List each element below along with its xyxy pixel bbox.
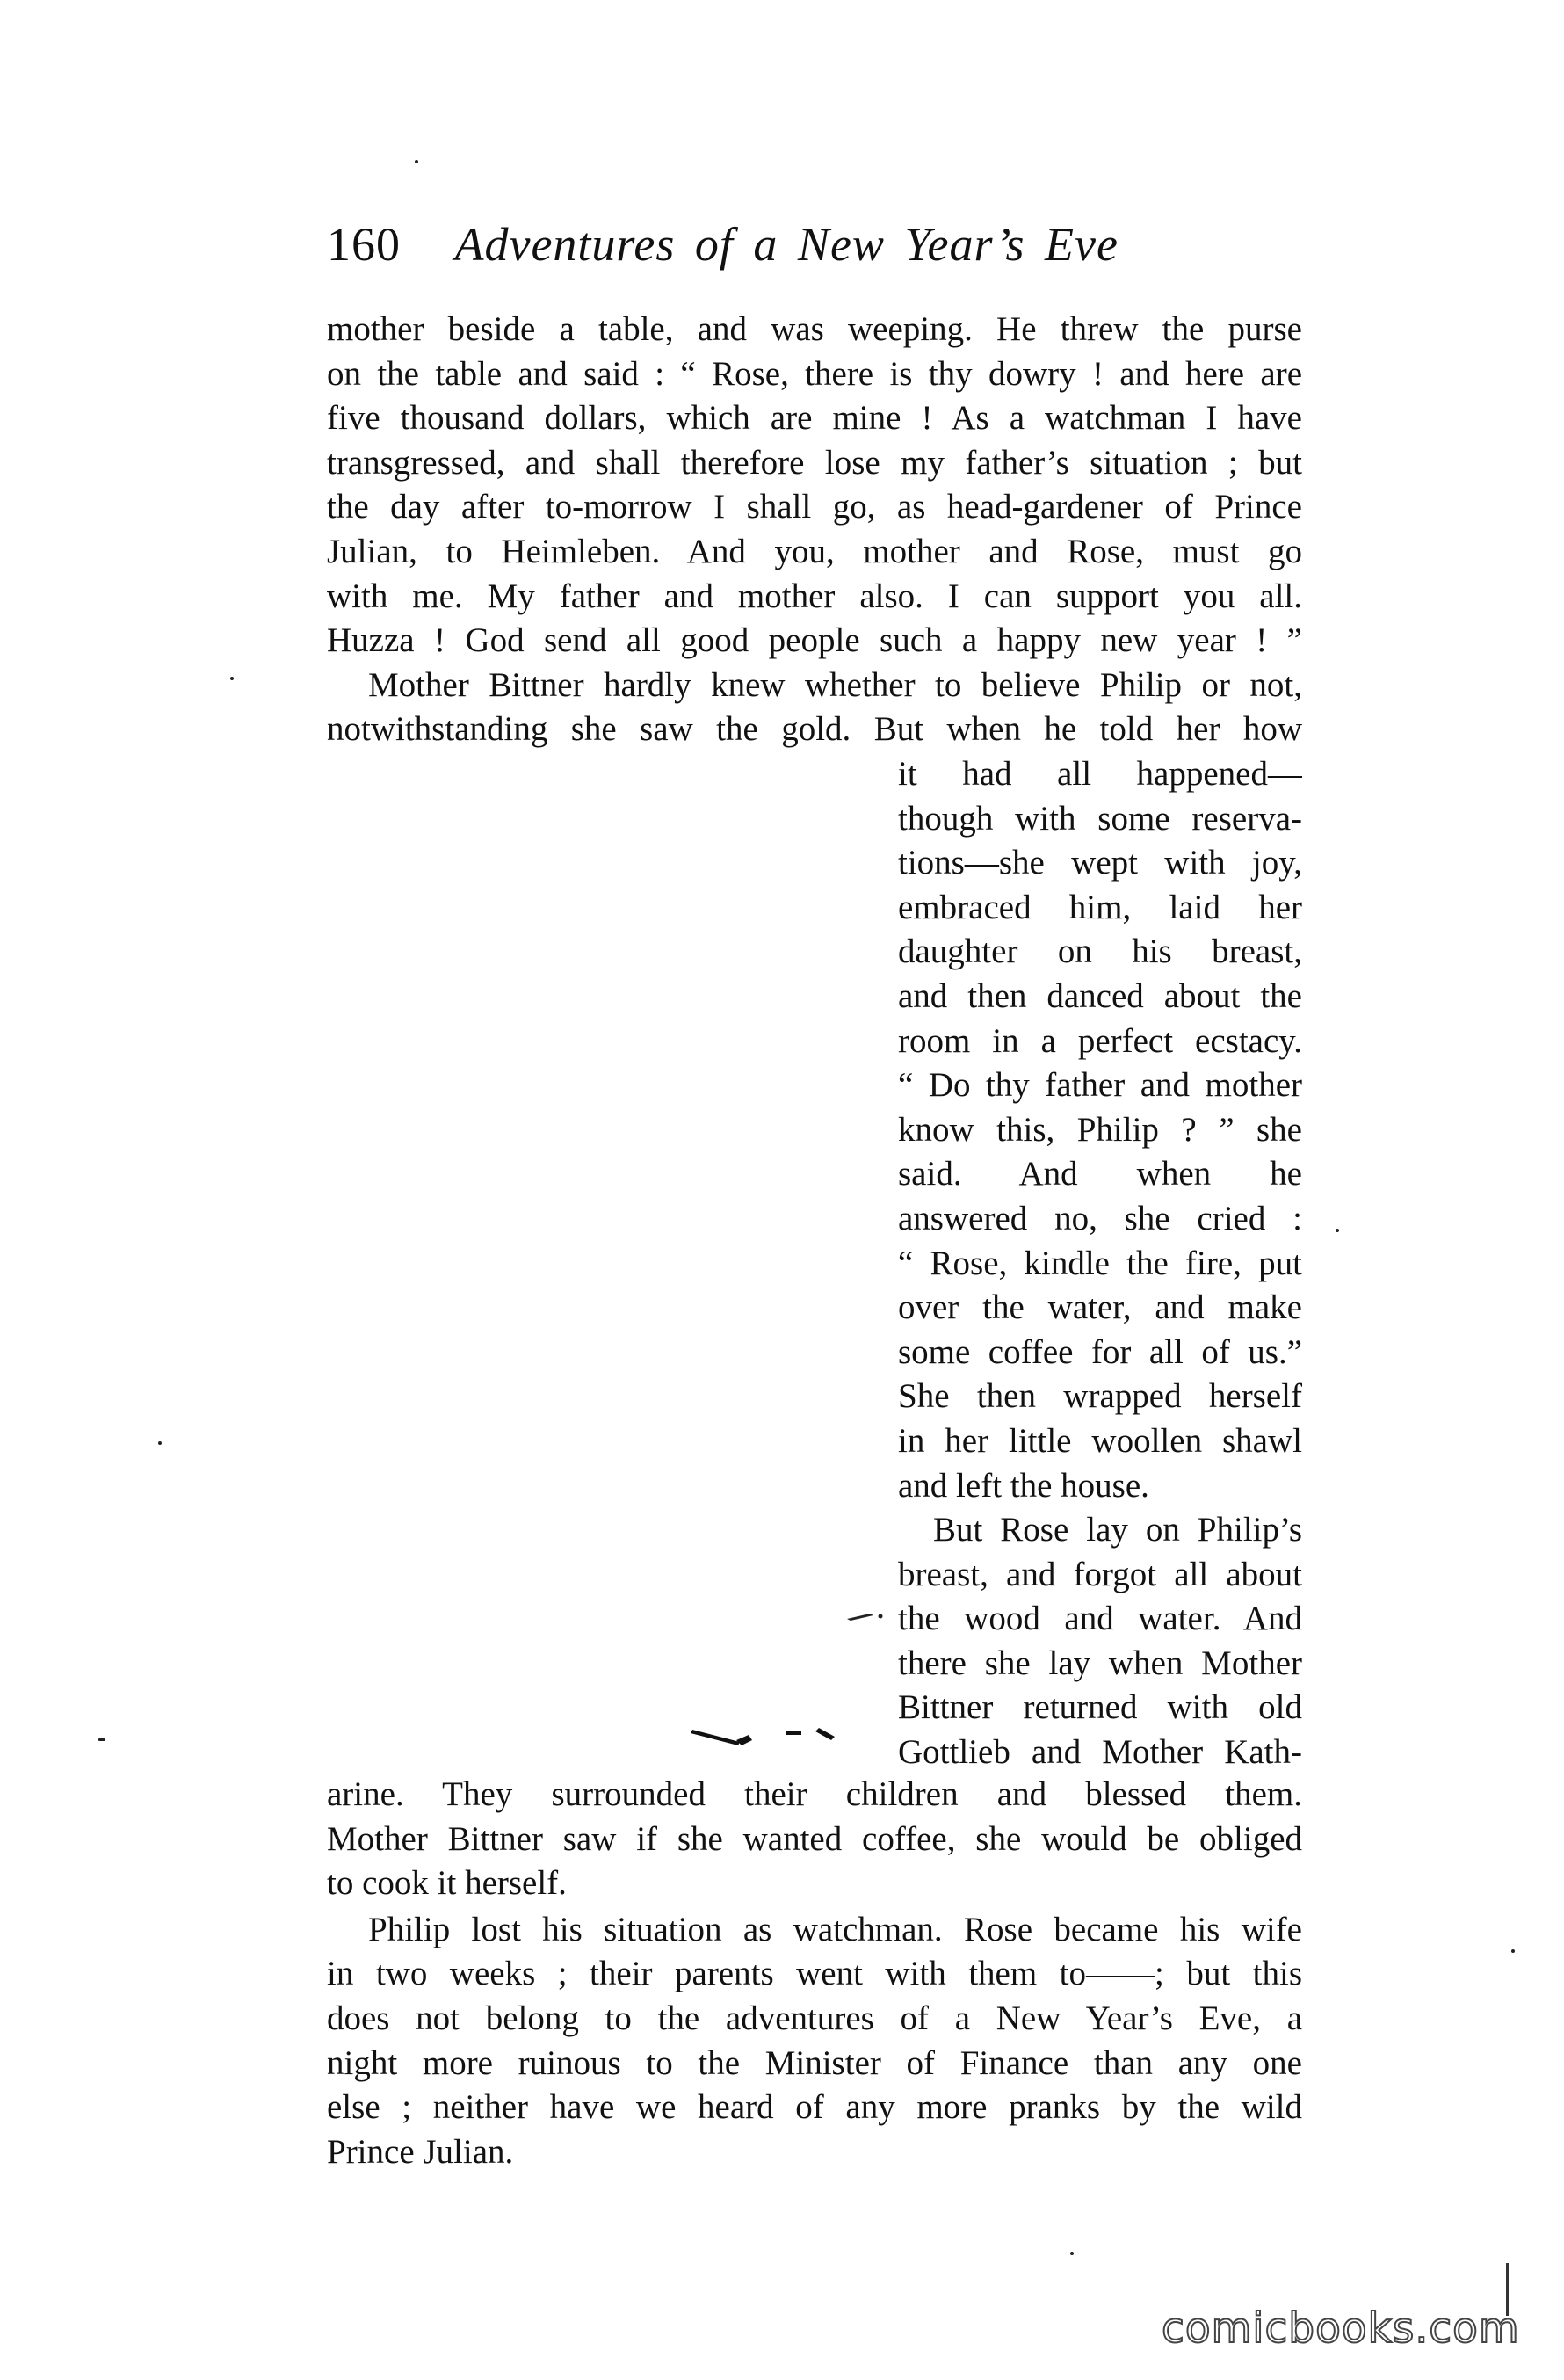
column-line: tions—she wept with joy, xyxy=(898,844,1302,882)
column-line: some coffee for all of us.” xyxy=(898,1332,1302,1371)
column-line: and then danced about the xyxy=(898,976,1302,1015)
column-line: Bittner returned with old xyxy=(898,1688,1302,1727)
text-line: five thousand dollars, which are mine ! As a watchman I have xyxy=(327,399,1302,438)
text-line: transgressed, and shall therefore lose my father’s situation ; but xyxy=(327,443,1302,482)
text-line: notwithstanding she saw the gold. But when he told her how xyxy=(327,710,1302,749)
column-line: the wood and water. And xyxy=(898,1600,1302,1638)
ink-mark xyxy=(844,1608,887,1626)
page-number: 160 xyxy=(327,218,401,271)
text-line: night more ruinous to the Minister of Finance than any one xyxy=(327,2043,1302,2082)
column-line: there she lay when Mother xyxy=(898,1644,1302,1682)
scan-speck xyxy=(230,677,234,680)
column-line: daughter on his breast, xyxy=(898,932,1302,971)
text-line: mother beside a table, and was weeping. He threw the purse xyxy=(327,310,1302,348)
column-line: though with some reserva- xyxy=(898,799,1302,838)
watermark-logo: comicbooks.com xyxy=(1162,2304,1520,2353)
column-line: in her little woollen shawl xyxy=(898,1421,1302,1460)
column-line: over the water, and make xyxy=(898,1288,1302,1327)
page-header xyxy=(327,209,1302,279)
scan-speck xyxy=(1511,1949,1515,1953)
text-line: Philip lost his situation as watchman. Rose became his wife xyxy=(368,1910,1302,1948)
text-line: in two weeks ; their parents went with them to——; but this xyxy=(327,1955,1302,1993)
column-line: it had all happened— xyxy=(898,755,1302,793)
top-text-block xyxy=(327,308,1302,752)
running-title: Adventures of a New Year’s Eve xyxy=(454,218,1119,271)
scan-speck xyxy=(98,1738,105,1741)
text-line: to cook it herself. xyxy=(327,1864,567,1903)
text-line: the day after to-morrow I shall go, as head-gardener of Prince xyxy=(327,488,1302,526)
text-line: Mother Bittner hardly knew whether to believe Philip or not, xyxy=(368,665,1302,704)
text-line: with me. My father and mother also. I can support you all. xyxy=(327,577,1302,615)
bottom-text-block xyxy=(327,1773,1302,2174)
text-line: does not belong to the adventures of a New Year’s Eve, a xyxy=(327,1999,1302,2037)
column-line: said. And when he xyxy=(898,1155,1302,1194)
column-line: embraced him, laid her xyxy=(898,888,1302,926)
column-line: room in a perfect ecstacy. xyxy=(898,1021,1302,1060)
text-line: Julian, to Heimleben. And you, mother and Rose, must go xyxy=(327,532,1302,570)
text-line: else ; neither have we heard of any more pranks by the wild xyxy=(327,2088,1302,2127)
text-line: Prince Julian. xyxy=(327,2132,514,2171)
column-line: breast, and forgot all about xyxy=(898,1555,1302,1593)
text-line: arine. They surrounded their children and blessed them. xyxy=(327,1775,1302,1813)
scan-speck xyxy=(1070,2252,1074,2255)
scan-speck xyxy=(415,160,418,163)
text-line: Mother Bittner saw if she wanted coffee, she would be obliged xyxy=(327,1819,1302,1858)
column-line: “ Do thy father and mother xyxy=(898,1066,1302,1105)
right-column-text xyxy=(898,752,1302,1775)
column-line: But Rose lay on Philip’s xyxy=(933,1511,1302,1549)
column-line: She then wrapped herself xyxy=(898,1377,1302,1416)
scan-speck xyxy=(158,1441,162,1445)
ink-mark xyxy=(687,1723,854,1749)
text-line: Huzza ! God send all good people such a happy new year ! ” xyxy=(327,621,1302,660)
text-line: on the table and said : “ Rose, there is thy dowry ! and here are xyxy=(327,354,1302,393)
column-line: “ Rose, kindle the fire, put xyxy=(898,1244,1302,1282)
column-line: answered no, she cried : xyxy=(898,1199,1302,1237)
column-line: Gottlieb and Mother Kath- xyxy=(898,1733,1302,1772)
column-line: and left the house. xyxy=(898,1466,1149,1505)
column-line: know this, Philip ? ” she xyxy=(898,1110,1302,1149)
scan-speck xyxy=(1336,1229,1339,1232)
